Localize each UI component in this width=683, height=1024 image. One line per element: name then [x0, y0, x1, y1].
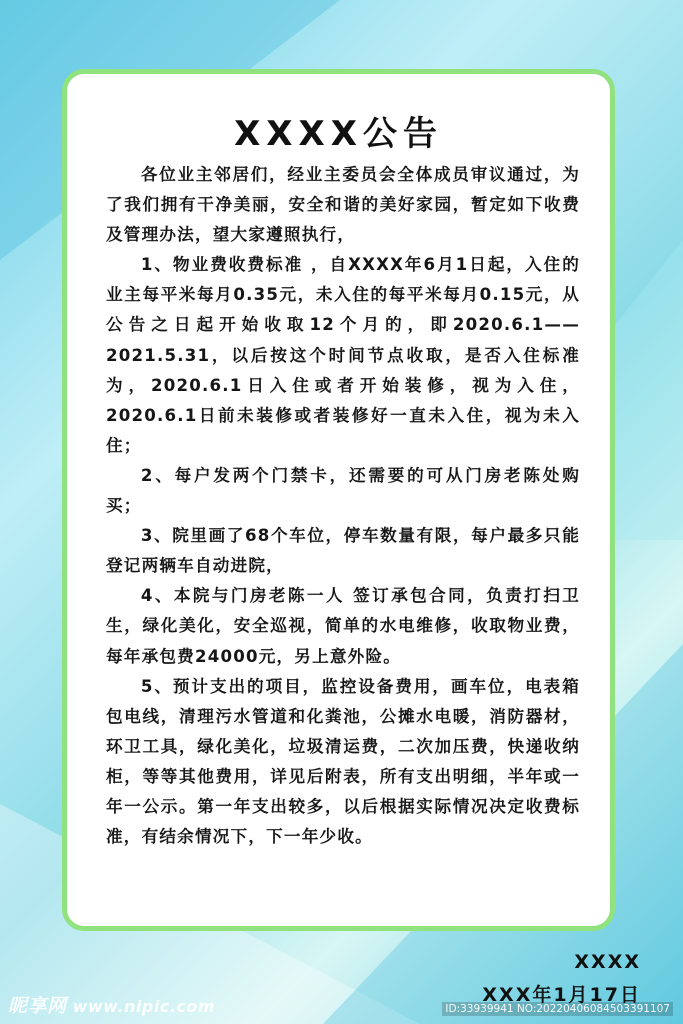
notice-paragraph-4: 4、本院与门房老陈一人 签订承包合同，负责打扫卫生，绿化美化，安全巡视，简单的水电维修，收取物业费，每年承包费24000元，另上意外险。 — [106, 586, 580, 666]
notice-body — [106, 160, 580, 852]
image-id-label: ID:33939941 NO:20220406084503391107 — [442, 1002, 673, 1016]
notice-paragraph-5: 5、预计支出的项目，监控设备费用，画车位，电表箱包电线，清理污水管道和化粪池，公摊水电暖，消防器材，环卫工具，绿化美化，垃圾清运费，二次加压费，快递收纳柜，等等其他费用，详见后附表，所有支出明细，半年或一年一公示。第一年支出较多，以后根据实际情况决定收费标准，有结余情况下，下一年少收。 — [106, 676, 580, 847]
notice-paragraph-1: 1、物业费收费标准 ，自XXXX年6月1日起，入住的业主每平米每月0.35元，未入住的每平米每月0.15元，从公告之日起开始收取12个月的，即2020.6.1——2021.5.31，以后按这个时间节点收取，是否入住标准为，2020.6.1日入住或者开始装修，视为入住，2020.6.1日前未装修或者装修好一直未入住，视为未入住； — [106, 255, 580, 455]
signature: XXXX — [574, 951, 641, 973]
notice-paragraph-2: 2、每户发两个门禁卡，还需要的可从门房老陈处购买； — [106, 465, 580, 516]
watermark-url: www.nipic.com — [72, 997, 216, 1016]
notice-card — [62, 69, 615, 931]
notice-paragraph-intro: 各位业主邻居们，经业主委员会全体成员审议通过，为了我们拥有干净美丽，安全和谐的美好家园，暂定如下收费及管理办法，望大家遵照执行， — [106, 165, 580, 245]
notice-paragraph-3: 3、院里画了68个车位，停车数量有限，每户最多只能登记两辆车自动进院， — [106, 526, 580, 576]
watermark-brand: 昵享网 — [8, 995, 67, 1017]
notice-title: XXXX公告 — [234, 114, 443, 154]
notice-date: XXX年1月17日 — [482, 984, 641, 1006]
watermark — [8, 991, 215, 1018]
